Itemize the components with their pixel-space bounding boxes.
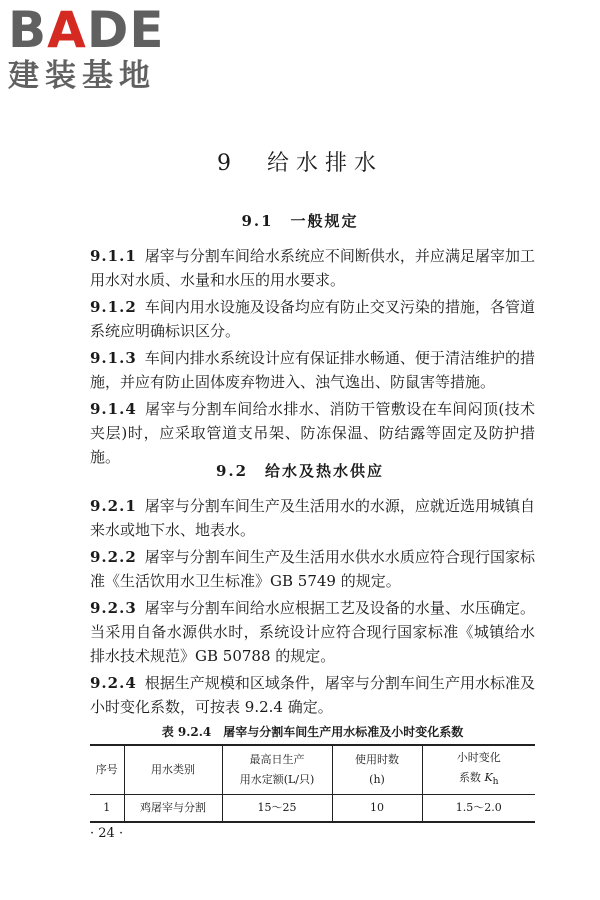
logo-mark [8, 1, 183, 59]
logo-mark-de: DE [86, 1, 165, 59]
cell-quota: 15～25 [222, 795, 332, 823]
clause-9-2-4 [90, 671, 535, 719]
clause-text: 屠宰与分割车间给水应根据工艺及设备的水量、水压确定。当采用自备水源供水时，系统设计应符合现行国家标准《城镇给水排水技术规范》GB 50788 的规定。 [90, 599, 535, 665]
table-caption: 表 9.2.4 屠宰与分割车间生产用水标准及小时变化系数 [161, 725, 464, 739]
clause-text: 车间内排水系统设计应有保证排水畅通、便于清洁维护的措施，并应有防止固体废弃物进入、浊气逸出、防鼠害等措施。 [90, 349, 535, 391]
chapter-title: 9 给水排水 [217, 151, 383, 176]
header-coefficient-line2: 系数 [458, 771, 485, 784]
header-quota [222, 745, 332, 795]
header-hours [332, 745, 422, 795]
clause-number: 9.2.2 [90, 548, 137, 566]
clause-number: 9.1.3 [90, 349, 137, 367]
logo-subtitle: 建装基地 [8, 58, 156, 94]
clause-9-1-1 [90, 244, 535, 292]
table-header-row [90, 745, 535, 795]
cell-hours: 10 [332, 795, 422, 823]
cell-index: 1 [90, 795, 124, 823]
clause-text: 屠宰与分割车间给水系统应不间断供水，并应满足屠宰加工用水对水质、水量和水压的用水要求。 [90, 247, 535, 289]
section-title-9-1: 9.1 一般规定 [241, 212, 359, 230]
clause-text: 屠宰与分割车间给水排水、消防干管敷设在车间闷顶(技术夹层)时，应采取管道支吊架、防冻保温、防结露等固定及防护措施。 [90, 400, 535, 466]
cell-coefficient: 1.5～2.0 [422, 795, 535, 823]
clause-number: 9.2.3 [90, 599, 137, 617]
header-hours-line2: (h) [369, 773, 385, 787]
clause-number: 9.2.1 [90, 497, 137, 515]
water-standard-table [90, 744, 535, 823]
clause-9-2-2 [90, 545, 535, 593]
clause-9-2-3 [90, 596, 535, 668]
logo-mark-a: A [47, 1, 87, 59]
clause-number: 9.1.2 [90, 298, 137, 316]
section-9-1-clauses [90, 244, 535, 472]
clause-9-1-3 [90, 346, 535, 394]
clause-9-2-1 [90, 494, 535, 542]
cell-category: 鸡屠宰与分割 [124, 795, 222, 823]
clause-9-1-4 [90, 397, 535, 469]
coefficient-symbol: K [484, 771, 493, 784]
header-index: 序号 [90, 745, 124, 795]
coefficient-subscript: h [492, 776, 499, 788]
section-9-2-clauses [90, 494, 535, 722]
clause-number: 9.1.4 [90, 400, 137, 418]
clause-text: 屠宰与分割车间生产及生活用水供水水质应符合现行国家标准《生活饮用水卫生标准》GB 5749 的规定。 [90, 548, 535, 590]
bade-logo [8, 1, 183, 94]
table-row [90, 795, 535, 823]
clause-text: 根据生产规模和区域条件，屠宰与分割车间生产用水标准及小时变化系数，可按表 9.2.4 确定。 [90, 674, 535, 716]
clause-9-1-2 [90, 295, 535, 343]
clause-text: 屠宰与分割车间生产及生活用水的水源，应就近选用城镇自来水或地下水、地表水。 [90, 497, 535, 539]
logo-mark-b: B [8, 1, 48, 59]
header-quota-line2: 用水定额(L/只) [239, 773, 315, 787]
header-quota-line1: 最高日生产 [249, 753, 305, 767]
header-hours-line1: 使用时数 [355, 753, 399, 767]
clause-text: 车间内用水设施及设备均应有防止交叉污染的措施，各管道系统应明确标识区分。 [90, 298, 535, 340]
clause-number: 9.2.4 [90, 674, 137, 692]
page-number: · 24 · [90, 826, 124, 841]
section-title-9-2: 9.2 给水及热水供应 [215, 462, 385, 480]
header-coefficient-line1: 小时变化 [456, 751, 501, 764]
clause-number: 9.1.1 [90, 247, 137, 265]
header-coefficient [422, 745, 535, 795]
header-category: 用水类别 [124, 745, 222, 795]
